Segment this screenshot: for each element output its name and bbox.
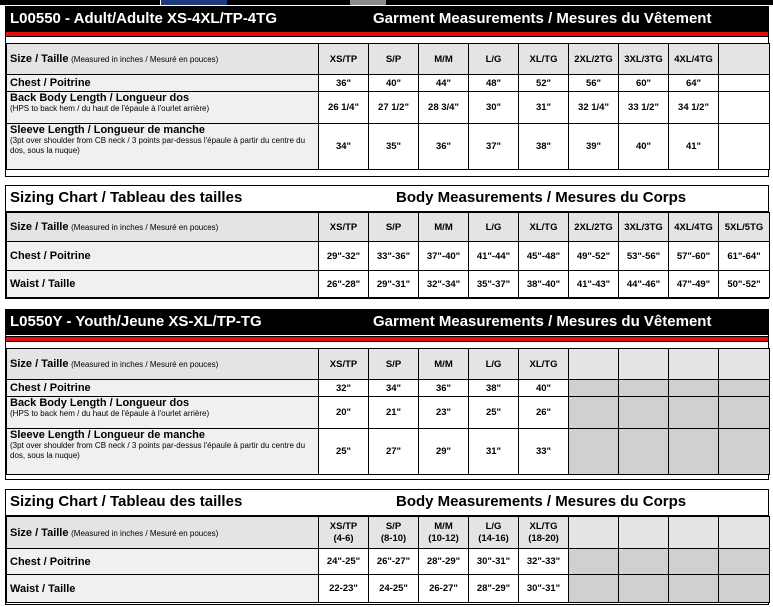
size-cell: S/P xyxy=(369,349,419,380)
youth-garment-chest-row xyxy=(7,380,770,397)
youth-body-section xyxy=(5,489,769,605)
value-cell: 40" xyxy=(519,380,569,397)
value-cell: 40" xyxy=(369,75,419,92)
empty-cell xyxy=(619,380,669,397)
value-cell: 60" xyxy=(619,75,669,92)
size-cell: L/G xyxy=(469,213,519,242)
youth-garment-red-bar xyxy=(6,336,768,342)
value-cell: 57"-60" xyxy=(669,242,719,271)
value-cell: 23" xyxy=(419,397,469,429)
value-cell: 26-27" xyxy=(419,575,469,603)
size-cell: XS/TP xyxy=(319,213,369,242)
empty-cell xyxy=(719,92,770,124)
empty-cell xyxy=(719,124,770,170)
waist-label-cell: Waist / Taille xyxy=(7,271,319,298)
size-cell: 3XL/3TG xyxy=(619,213,669,242)
size-cell: 5XL/5TG xyxy=(719,213,770,242)
empty-cell xyxy=(569,349,619,380)
chest-label-cell: Chest / Poitrine xyxy=(7,549,319,575)
empty-cell xyxy=(719,549,770,575)
size-cell: XL/TG xyxy=(519,349,569,380)
adult-garment-sleeve-row xyxy=(7,124,770,170)
value-cell: 26 1/4" xyxy=(319,92,369,124)
value-cell: 49"-52" xyxy=(569,242,619,271)
value-cell: 30"-31" xyxy=(519,575,569,603)
value-cell: 41"-44" xyxy=(469,242,519,271)
youth-body-waist-row xyxy=(7,575,770,603)
value-cell: 47"-49" xyxy=(669,271,719,298)
adult-garment-back-row xyxy=(7,92,770,124)
empty-cell xyxy=(719,429,770,475)
adult-garment-table xyxy=(6,43,770,170)
value-cell: 32 1/4" xyxy=(569,92,619,124)
youth-body-size-row xyxy=(7,517,770,549)
value-cell: 53"-56" xyxy=(619,242,669,271)
value-cell: 20" xyxy=(319,397,369,429)
value-cell: 41" xyxy=(669,124,719,170)
value-cell: 29"-32" xyxy=(319,242,369,271)
youth-body-header xyxy=(6,490,768,516)
size-cell: XS/TP xyxy=(319,44,369,75)
value-cell: 36" xyxy=(319,75,369,92)
youth-garment-table xyxy=(6,348,770,475)
empty-cell xyxy=(569,517,619,549)
youth-body-subtitle: Body Measurements / Mesures du Corps xyxy=(396,493,687,510)
adult-garment-red-bar xyxy=(6,31,768,37)
empty-cell xyxy=(719,575,770,603)
value-cell: 64" xyxy=(669,75,719,92)
sleeve-label-cell: Sleeve Length / Longueur de manche (3pt over shoulder from CB neck / 3 points par-dessus l'épaule à partir du centre du dos, sous la nuque) xyxy=(7,429,319,475)
chest-label-cell: Chest / Poitrine xyxy=(7,242,319,271)
adult-body-table xyxy=(6,212,770,298)
value-cell: 35" xyxy=(369,124,419,170)
value-cell: 32" xyxy=(319,380,369,397)
top-strip xyxy=(0,0,773,5)
value-cell: 26"-28" xyxy=(319,271,369,298)
youth-body-table xyxy=(6,516,770,603)
value-cell: 33" xyxy=(519,429,569,475)
size-cell: XS/TP xyxy=(319,349,369,380)
value-cell: 26" xyxy=(519,397,569,429)
youth-garment-subtitle: Garment Measurements / Mesures du Vêtement xyxy=(373,313,712,330)
value-cell: 29" xyxy=(419,429,469,475)
value-cell: 28"-29" xyxy=(419,549,469,575)
size-cell: L/G xyxy=(469,44,519,75)
empty-cell xyxy=(569,397,619,429)
value-cell: 27" xyxy=(369,429,419,475)
value-cell: 44" xyxy=(419,75,469,92)
value-cell: 36" xyxy=(419,124,469,170)
value-cell: 31" xyxy=(469,429,519,475)
empty-cell xyxy=(719,349,770,380)
empty-cell xyxy=(669,380,719,397)
top-strip-tab xyxy=(160,0,227,5)
empty-cell xyxy=(669,349,719,380)
size-cell: 3XL/3TG xyxy=(619,44,669,75)
empty-cell xyxy=(619,349,669,380)
adult-body-subtitle: Body Measurements / Mesures du Corps xyxy=(396,189,687,206)
adult-garment-section xyxy=(5,6,769,177)
size-cell: 4XL/4TG xyxy=(669,213,719,242)
adult-body-waist-row xyxy=(7,271,770,298)
value-cell: 22-23" xyxy=(319,575,369,603)
empty-cell xyxy=(719,380,770,397)
empty-cell xyxy=(619,549,669,575)
chest-label-cell: Chest / Poitrine xyxy=(7,75,319,92)
value-cell: 45"-48" xyxy=(519,242,569,271)
back-label-cell: Back Body Length / Longueur dos (HPS to back hem / du haut de l'épaule à l'ourlet arrière) xyxy=(7,92,319,124)
value-cell: 28"-29" xyxy=(469,575,519,603)
empty-cell xyxy=(619,397,669,429)
value-cell: 48" xyxy=(469,75,519,92)
value-cell: 34" xyxy=(369,380,419,397)
size-label-cell: Size / Taille (Measured in inches / Mesuré en pouces) xyxy=(7,349,319,380)
value-cell: 38" xyxy=(519,124,569,170)
size-cell: XS/TP (4-6) xyxy=(319,517,369,549)
adult-body-header xyxy=(6,186,768,212)
value-cell: 32"-34" xyxy=(419,271,469,298)
empty-cell xyxy=(719,75,770,92)
empty-cell xyxy=(669,549,719,575)
value-cell: 25" xyxy=(319,429,369,475)
size-label-cell: Size / Taille (Measured in inches / Mesuré en pouces) xyxy=(7,517,319,549)
value-cell: 33"-36" xyxy=(369,242,419,271)
size-cell: M/M (10-12) xyxy=(419,517,469,549)
adult-body-chest-row xyxy=(7,242,770,271)
value-cell: 50"-52" xyxy=(719,271,770,298)
value-cell: 30"-31" xyxy=(469,549,519,575)
empty-cell xyxy=(619,429,669,475)
value-cell: 36" xyxy=(419,380,469,397)
empty-cell xyxy=(719,517,770,549)
size-cell: 2XL/2TG xyxy=(569,213,619,242)
youth-body-title: Sizing Chart / Tableau des tailles xyxy=(10,493,243,510)
youth-garment-sleeve-row xyxy=(7,429,770,475)
value-cell: 21" xyxy=(369,397,419,429)
value-cell: 52" xyxy=(519,75,569,92)
empty-cell xyxy=(669,517,719,549)
size-cell: L/G xyxy=(469,349,519,380)
adult-body-title: Sizing Chart / Tableau des tailles xyxy=(10,189,243,206)
value-cell: 61"-64" xyxy=(719,242,770,271)
adult-garment-title: L00550 - Adult/Adulte XS-4XL/TP-4TG xyxy=(10,10,277,27)
empty-cell xyxy=(669,397,719,429)
value-cell: 37" xyxy=(469,124,519,170)
value-cell: 40" xyxy=(619,124,669,170)
youth-garment-back-row xyxy=(7,397,770,429)
value-cell: 31" xyxy=(519,92,569,124)
size-label-cell: Size / Taille (Measured in inches / Mesuré en pouces) xyxy=(7,213,319,242)
chest-label-cell: Chest / Poitrine xyxy=(7,380,319,397)
adult-garment-size-row xyxy=(7,44,770,75)
adult-garment-subtitle: Garment Measurements / Mesures du Vêtement xyxy=(373,10,712,27)
value-cell: 29"-31" xyxy=(369,271,419,298)
value-cell: 44"-46" xyxy=(619,271,669,298)
size-cell: S/P (8-10) xyxy=(369,517,419,549)
adult-garment-header xyxy=(6,7,768,31)
sleeve-label-cell: Sleeve Length / Longueur de manche (3pt over shoulder from CB neck / 3 points par-dessus l'épaule à partir du centre du dos, sous la nuque) xyxy=(7,124,319,170)
value-cell: 24"-25" xyxy=(319,549,369,575)
value-cell: 25" xyxy=(469,397,519,429)
value-cell: 34 1/2" xyxy=(669,92,719,124)
empty-cell xyxy=(569,429,619,475)
value-cell: 38"-40" xyxy=(519,271,569,298)
value-cell: 37"-40" xyxy=(419,242,469,271)
size-cell: M/M xyxy=(419,213,469,242)
empty-cell xyxy=(569,575,619,603)
adult-garment-chest-row xyxy=(7,75,770,92)
youth-garment-title: L0550Y - Youth/Jeune XS-XL/TP-TG xyxy=(10,313,262,330)
empty-cell xyxy=(719,44,770,75)
value-cell: 24-25" xyxy=(369,575,419,603)
youth-garment-section xyxy=(5,309,769,480)
value-cell: 26"-27" xyxy=(369,549,419,575)
adult-body-size-row xyxy=(7,213,770,242)
value-cell: 28 3/4" xyxy=(419,92,469,124)
size-label-cell: Size / Taille (Measured in inches / Mesuré en pouces) xyxy=(7,44,319,75)
back-label-cell: Back Body Length / Longueur dos (HPS to back hem / du haut de l'épaule à l'ourlet arrière) xyxy=(7,397,319,429)
value-cell: 34" xyxy=(319,124,369,170)
value-cell: 41"-43" xyxy=(569,271,619,298)
value-cell: 30" xyxy=(469,92,519,124)
adult-body-section xyxy=(5,185,769,299)
size-cell: 4XL/4TG xyxy=(669,44,719,75)
value-cell: 33 1/2" xyxy=(619,92,669,124)
value-cell: 38" xyxy=(469,380,519,397)
size-cell: L/G (14-16) xyxy=(469,517,519,549)
value-cell: 56" xyxy=(569,75,619,92)
empty-cell xyxy=(669,575,719,603)
value-cell: 39" xyxy=(569,124,619,170)
size-cell: S/P xyxy=(369,44,419,75)
size-cell: S/P xyxy=(369,213,419,242)
empty-cell xyxy=(619,517,669,549)
empty-cell xyxy=(619,575,669,603)
size-cell: 2XL/2TG xyxy=(569,44,619,75)
size-cell: M/M xyxy=(419,349,469,380)
value-cell: 35"-37" xyxy=(469,271,519,298)
youth-body-chest-row xyxy=(7,549,770,575)
value-cell: 32"-33" xyxy=(519,549,569,575)
size-cell: XL/TG (18-20) xyxy=(519,517,569,549)
empty-cell xyxy=(569,380,619,397)
size-cell: XL/TG xyxy=(519,213,569,242)
empty-cell xyxy=(719,397,770,429)
top-strip-tab-grey xyxy=(350,0,386,5)
waist-label-cell: Waist / Taille xyxy=(7,575,319,603)
size-cell: M/M xyxy=(419,44,469,75)
empty-cell xyxy=(569,549,619,575)
size-cell: XL/TG xyxy=(519,44,569,75)
empty-cell xyxy=(669,429,719,475)
youth-garment-size-row xyxy=(7,349,770,380)
value-cell: 27 1/2" xyxy=(369,92,419,124)
youth-garment-header xyxy=(6,310,768,335)
